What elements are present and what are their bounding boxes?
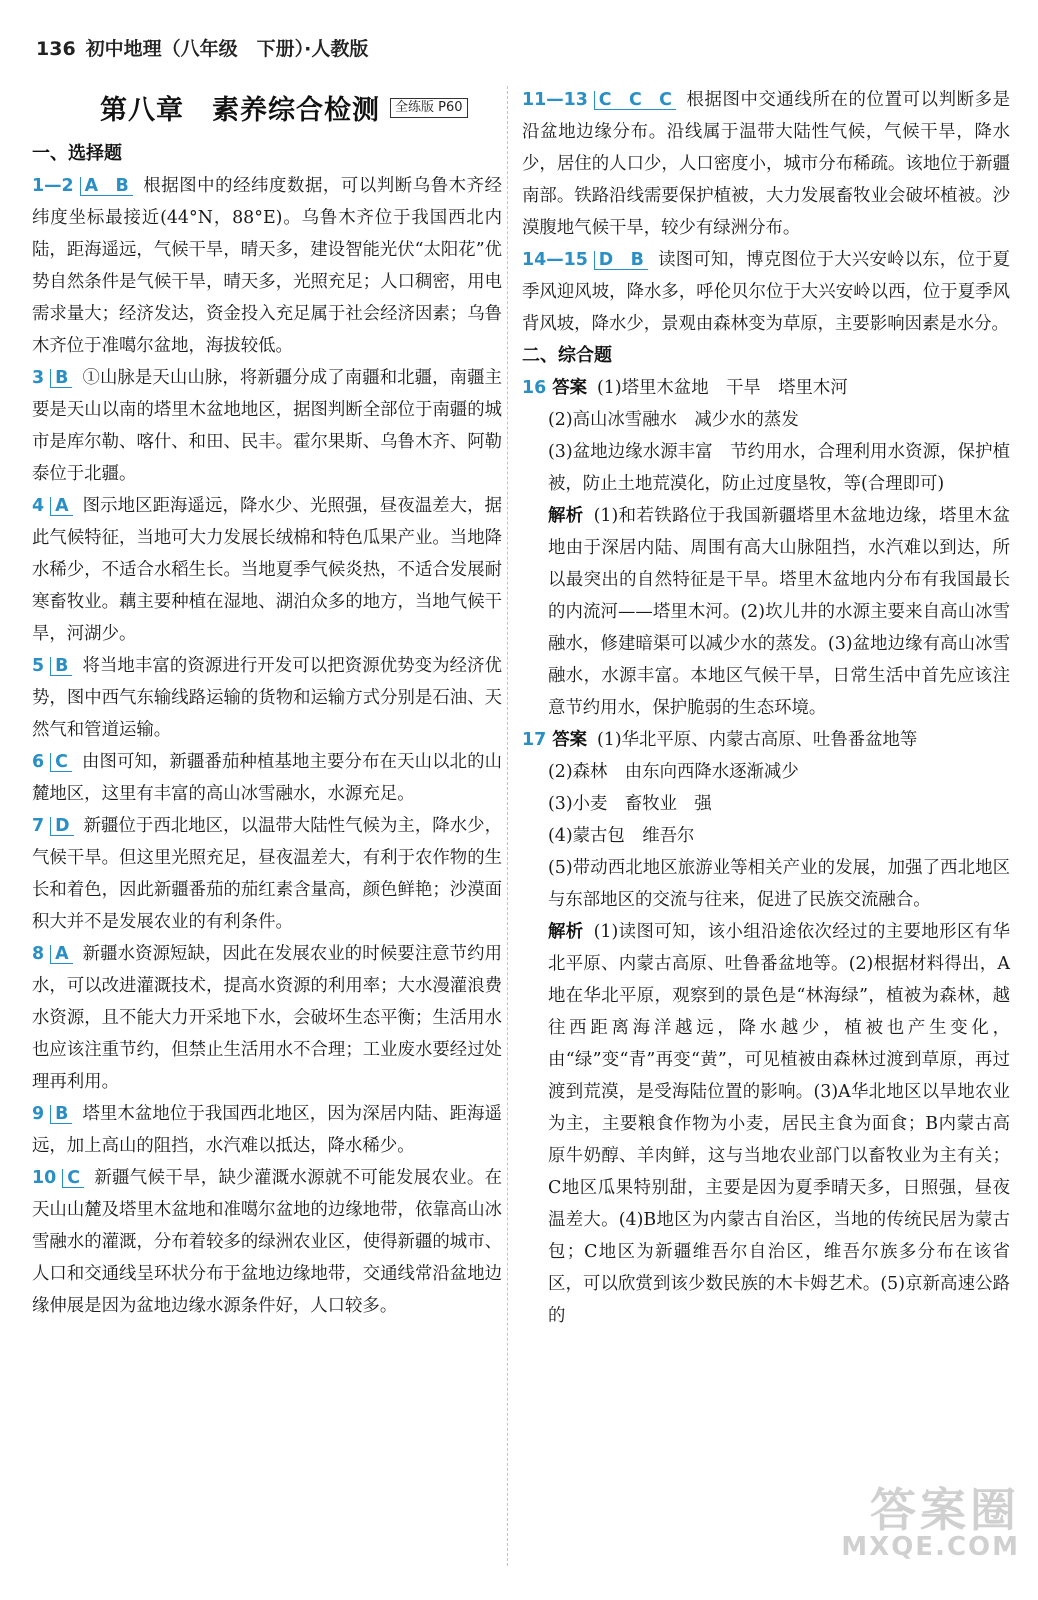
question-number: 14—15 [522,250,588,270]
explanation-text: 读图可知，博克图位于大兴安岭以东，位于夏季风迎风坡，降水多，呼伦贝尔位于大兴安岭以西，位于夏季风背风坡，降水少，景观由森林变为草原，主要影响因素是水分。 [522,250,1010,334]
choice-item [32,650,502,746]
choice-item [32,170,502,362]
explanation-text: 新疆气候干旱，缺少灌溉水源就不可能发展农业。在天山山麓及塔里木盆地和准噶尔盆地的边缘地带，依靠高山冰雪融水的灌溉，分布着较多的绿洲农业区，使得新疆的城市、人口和交通线呈环状分布于盆地边缘地带，交通线常沿盆地边缘伸展是因为盆地边缘水源条件好，人口较多。 [32,1168,502,1316]
answer-line: (1)塔里木盆地 干旱 塔里木河 [597,378,848,398]
analysis-text: (1)和若铁路位于我国新疆塔里木盆地边缘，塔里木盆地由于深居内陆、周围有高大山脉阻挡，水汽难以到达，所以最突出的自然特征是干旱。塔里木盆地内分布有我国最长的内流河——塔里木河。(2)坎儿井的水源主要来自高山冰雪融水，修建暗渠可以减少水的蒸发。(3)盆地边缘有高山冰雪融水，水源丰富。本地区气候干旱，日常生活中首先应该注意节约用水，保护脆弱的生态环境。 [548,506,1010,718]
answer-line: (1)华北平原、内蒙古高原、吐鲁番盆地等 [597,730,918,750]
choice-item [32,490,502,650]
question-16 [522,372,1010,724]
answer-letter: B [50,369,72,388]
question-number: 1—2 [32,176,74,196]
answer-line: (3)盆地边缘水源丰富 节约用水，合理利用水资源，保护植被，防止土地荒漠化，防止过度垦牧，等(合理即可) [548,442,1010,494]
explanation-text: ①山脉是天山山脉，将新疆分成了南疆和北疆，南疆主要是天山以南的塔里木盆地地区，据图判断全部位于南疆的城市是库尔勒、喀什、和田、民丰。霍尔果斯、乌鲁木齐、阿勒泰位于北疆。 [32,368,502,484]
explanation-text: 图示地区距海遥远，降水少、光照强，昼夜温差大，据此气候特征，当地可大力发展长绒棉和特色瓜果产业。当地降水稀少，不适合水稻生长。当地夏季气候炎热，不适合发展耐寒畜牧业。藕主要种植在湿地、湖泊众多的地方，当地气候干旱，河湖少。 [32,496,502,644]
explanation-text: 塔里木盆地位于我国西北地区，因为深居内陆、距海遥远，加上高山的阻挡，水汽难以抵达，降水稀少。 [32,1104,502,1156]
explanation-text: 根据图中的经纬度数据，可以判断乌鲁木齐经纬度坐标最接近(44°N，88°E)。乌鲁木齐位于我国西北内陆，距海遥远，气候干旱，晴天多，建设智能光伏“太阳花”优势自然条件是气候干旱，晴天多，光照充足；人口稠密，用电需求量大；经济发达，资金投入充足属于社会经济因素；乌鲁木齐位于准噶尔盆地，海拔较低。 [32,176,502,356]
choice-item [32,810,502,938]
analysis-label: 解析 [548,922,584,942]
choice-item [32,1162,502,1322]
section-choice: 一、选择题 [32,143,122,164]
watermark-logo [841,1474,1020,1562]
answer-letter: B [50,657,72,676]
analysis-label: 解析 [548,506,584,526]
explanation-text: 由图可知，新疆番茄种植基地主要分布在天山以北的山麓地区，这里有丰富的高山冰雪融水，水源充足。 [32,752,502,804]
analysis-block [522,500,1010,724]
answer-letter: C [50,753,72,772]
question-number: 11—13 [522,90,588,110]
question-number: 7 [32,816,45,836]
answer-letter: B [50,1105,72,1124]
page-number: 136 [36,38,76,60]
watermark-top: 答案圈 [870,1483,1020,1537]
question-number: 10 [32,1168,57,1188]
explanation-text: 根据图中交通线所在的位置可以判断多是沿盆地边缘分布。沿线属于温带大陆性气候，气候干旱，降水少，居住的人口少，人口密度小，城市分布稀疏。该地位于新疆南部。铁路沿线需要保护植被，大力发展畜牧业会破坏植被。沙漠腹地气候干旱，较少有绿洲分布。 [522,90,1010,238]
answer-letter: C [62,1169,84,1188]
question-number: 17 [522,730,547,750]
explanation-text: 将当地丰富的资源进行开发可以把资源优势变为经济优势，图中西气东输线路运输的货物和运输方式分别是石油、天然气和管道运输。 [32,656,502,740]
answer-label: 答案 [552,730,587,750]
watermark-bottom: MXQE.COM [841,1532,1020,1562]
question-17 [522,724,1010,1332]
question-number: 9 [32,1104,45,1124]
chapter-title: 第八章 素养综合检测 [100,95,380,126]
choice-item [522,84,1010,244]
answer-letter: C C C [594,91,676,110]
section-comprehensive: 二、综合题 [522,345,612,366]
answer-letter: A [50,945,72,964]
book-title: 初中地理（八年级 下册）·人教版 [85,38,369,60]
question-number: 4 [32,496,45,516]
answer-line: (3)小麦 畜牧业 强 [548,794,712,814]
answer-letter: D [50,817,73,836]
choice-item [32,938,502,1098]
chapter-heading [100,88,500,127]
question-number: 3 [32,368,45,388]
answer-line: (4)蒙古包 维吾尔 [548,826,695,846]
left-column [32,138,502,1322]
explanation-text: 新疆水资源短缺，因此在发展农业的时候要注意节约用水，可以改进灌溉技术，提高水资源的利用率；大水漫灌浪费水资源，且不能大力开采地下水，会破坏生态平衡；生活用水也应该注重节约，但禁止生活用水不合理；工业废水要经过处理再利用。 [32,944,502,1092]
page-header [36,34,368,61]
choice-item [522,244,1010,340]
question-number: 8 [32,944,45,964]
explanation-text: 新疆位于西北地区，以温带大陆性气候为主，降水少，气候干旱。但这里光照充足，昼夜温差大，有利于农作物的生长和着色，因此新疆番茄的茄红素含量高，颜色鲜艳；沙漠面积大并不是发展农业的有利条件。 [32,816,502,932]
analysis-block [522,916,1010,1332]
choice-item [32,362,502,490]
answer-letter: D B [594,251,648,270]
analysis-text: (1)读图可知，该小组沿途依次经过的主要地形区有华北平原、内蒙古高原、吐鲁番盆地等。(2)根据材料得出，A地在华北平原，观察到的景色是“林海绿”，植被为森林，越往西距离海洋越远，降水越少，植被也产生变化，由“绿”变“青”再变“黄”，可见植被由森林过渡到草原，再过渡到荒漠，是受海陆位置的影响。(3)A华北地区以旱地农业为主，主要粮食作物为小麦，居民主食为面食；B内蒙古高原牛奶醇、羊肉鲜，这与当地农业部门以畜牧业为主有关；C地区瓜果特别甜，主要是因为夏季晴天多，日照强，昼夜温差大。(4)B地区为内蒙古自治区，当地的传统民居为蒙古包；C地区为新疆维吾尔自治区，维吾尔族多分布在该省区，可以欣赏到该少数民族的木卡姆艺术。(5)京新高速公路的 [548,922,1010,1326]
chapter-badge: 全练版 P60 [390,98,468,118]
right-column [522,84,1010,1332]
choice-item [32,1098,502,1162]
answer-letter: A [50,497,72,516]
answer-line: (2)森林 由东向西降水逐渐减少 [548,762,799,782]
answer-letter: A B [80,177,133,196]
question-number: 6 [32,752,45,772]
choice-item [32,746,502,810]
column-divider [507,86,508,1566]
answer-line: (2)高山冰雪融水 减少水的蒸发 [548,410,799,430]
answer-line: (5)带动西北地区旅游业等相关产业的发展，加强了西北地区与东部地区的交流与往来，促进了民族交流融合。 [548,858,1010,910]
question-number: 5 [32,656,45,676]
answer-label: 答案 [552,378,587,398]
question-number: 16 [522,378,547,398]
